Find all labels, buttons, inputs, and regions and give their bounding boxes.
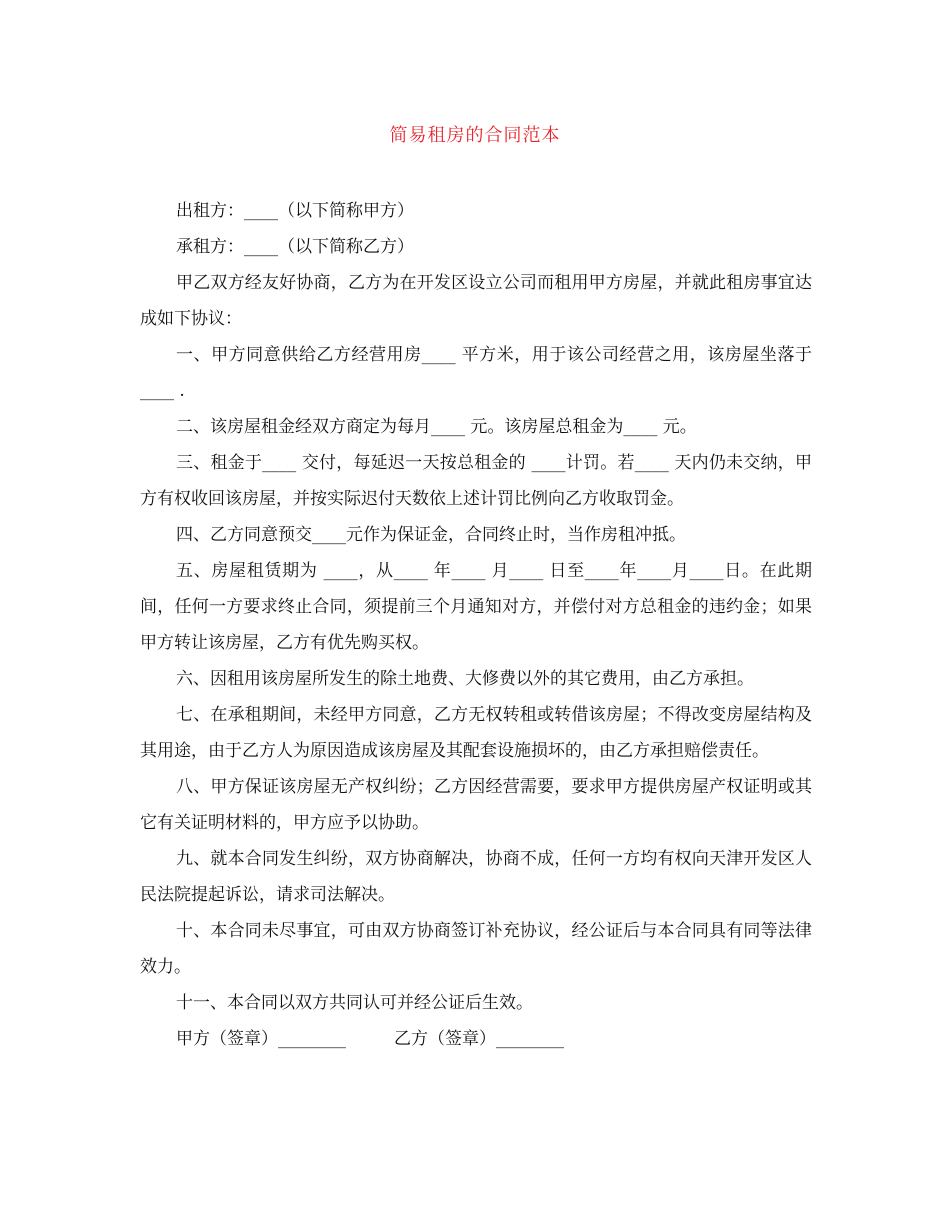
clause-2: 二、该房屋租金经双方商定为每月____ 元。该房屋总租金为____ 元。 xyxy=(176,417,697,437)
clause-1: 一、甲方同意供给乙方经营用房____ 平方米，用于该公司经营之用，该房屋坐落于____ . xyxy=(140,345,812,401)
clause-7: 七、在承租期间，未经甲方同意，乙方无权转租或转借该房屋；不得改变房屋结构及其用途，由于乙方人为原因造成该房屋及其配套设施损坏的，由乙方承担赔偿责任。 xyxy=(140,705,812,761)
clause-5: 五、房屋租赁期为 ____，从____ 年____ 月____ 日至____年____月____日。在此期间，任何一方要求终止合同，须提前三个月通知对方，并偿付对方总租金的违约金；如果甲方转让该房屋，乙方有优先购买权。 xyxy=(140,561,812,653)
clause-9: 九、就本合同发生纠纷，双方协商解决，协商不成，任何一方均有权向天津开发区人民法院提起诉讼，请求司法解决。 xyxy=(140,849,812,905)
clause-3: 三、租金于____ 交付，每延迟一天按总租金的 ____计罚。若____ 天内仍未交纳，甲方有权收回该房屋，并按实际迟付天数依上述计罚比例向乙方收取罚金。 xyxy=(140,453,812,509)
clause-8: 八、甲方保证该房屋无产权纠纷；乙方因经营需要，要求甲方提供房屋产权证明或其它有关证明材料的，甲方应予以协助。 xyxy=(140,777,812,833)
clause-6: 六、因租用该房屋所发生的除土地费、大修费以外的其它费用，由乙方承担。 xyxy=(176,669,754,689)
document-title: 简易租房的合同范本 xyxy=(389,125,561,146)
paragraph-lessee: 承租方：____（以下简称乙方） xyxy=(176,237,414,257)
clause-10: 十、本合同未尽事宜，可由双方协商签订补充协议，经公证后与本合同具有同等法律效力。 xyxy=(140,921,812,977)
paragraph-preamble: 甲乙双方经友好协商，乙方为在开发区设立公司而租用甲方房屋，并就此租房事宜达成如下协议： xyxy=(140,273,812,329)
document-body xyxy=(140,193,812,1057)
paragraph-lessor: 出租方：____（以下简称甲方） xyxy=(176,201,414,221)
signature-party-b: 乙方（签章）________ xyxy=(394,1029,564,1049)
signature-party-a: 甲方（签章）________ xyxy=(176,1029,346,1049)
clause-11: 十一、本合同以双方共同认可并经公证后生效。 xyxy=(176,993,533,1013)
clause-4: 四、乙方同意预交____元作为保证金，合同终止时，当作房租冲抵。 xyxy=(176,525,686,545)
signature-row xyxy=(140,1021,812,1057)
